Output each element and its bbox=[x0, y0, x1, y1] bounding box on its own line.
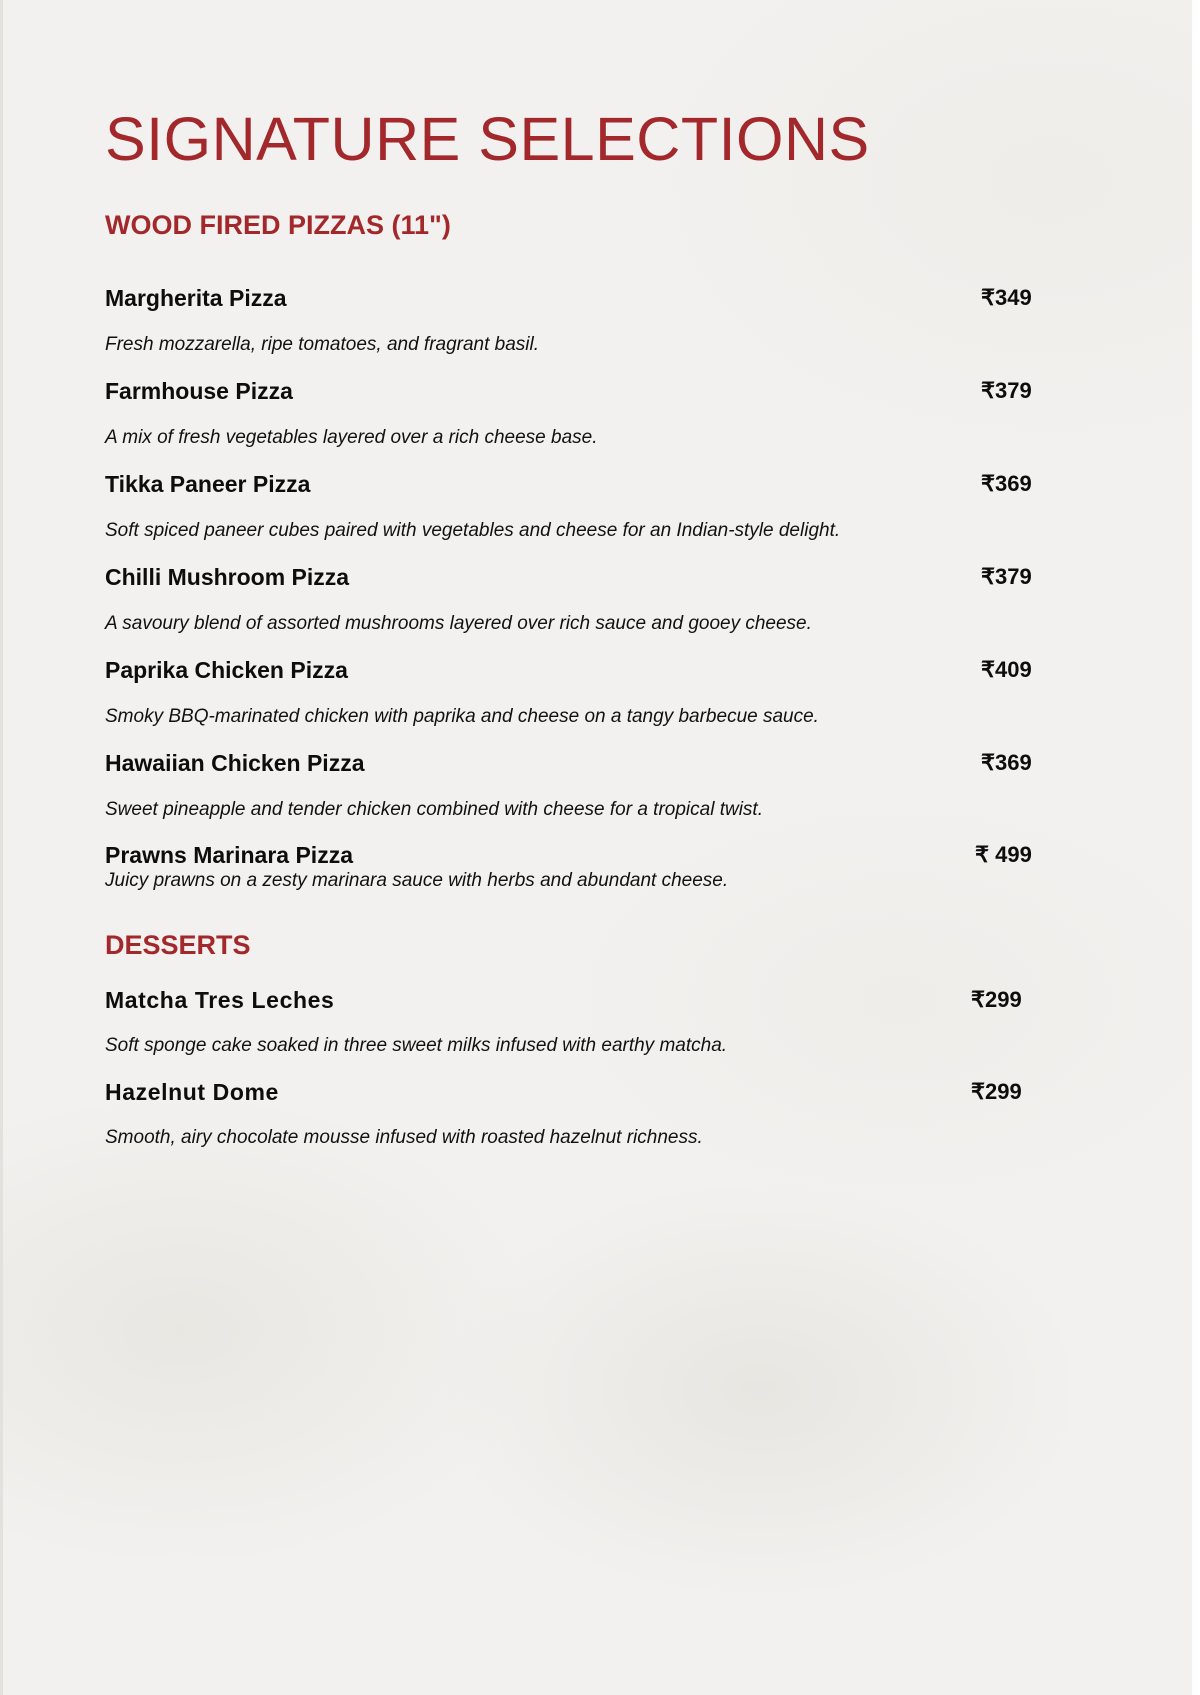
page-edge-left bbox=[0, 0, 3, 1695]
item-name: Margherita Pizza bbox=[105, 285, 287, 311]
item-description: Fresh mozzarella, ripe tomatoes, and fragrant basil. bbox=[105, 334, 540, 355]
section-heading-desserts: DESSERTS bbox=[105, 930, 251, 960]
item-name: Tikka Paneer Pizza bbox=[105, 471, 311, 497]
item-price: ₹299 bbox=[971, 1079, 1022, 1104]
item-description: Soft sponge cake soaked in three sweet milks infused with earthy matcha. bbox=[105, 1035, 728, 1056]
item-name: Hazelnut Dome bbox=[105, 1079, 279, 1105]
item-price: ₹409 bbox=[981, 657, 1032, 682]
item-description: Juicy prawns on a zesty marinara sauce with herbs and abundant cheese. bbox=[105, 870, 729, 891]
item-description: Smoky BBQ-marinated chicken with paprika and cheese on a tangy barbecue sauce. bbox=[105, 706, 819, 727]
page-edge-right bbox=[1192, 0, 1200, 1695]
item-price: ₹379 bbox=[981, 564, 1032, 589]
item-name: Hawaiian Chicken Pizza bbox=[105, 750, 365, 776]
item-price: ₹369 bbox=[981, 471, 1032, 496]
item-name: Paprika Chicken Pizza bbox=[105, 657, 348, 683]
item-price: ₹379 bbox=[981, 378, 1032, 403]
item-description: A mix of fresh vegetables layered over a rich cheese base. bbox=[105, 427, 598, 448]
item-name: Prawns Marinara Pizza bbox=[105, 842, 353, 868]
item-price: ₹ 499 bbox=[975, 842, 1032, 867]
item-description: A savoury blend of assorted mushrooms layered over rich sauce and gooey cheese. bbox=[105, 613, 812, 634]
item-price: ₹349 bbox=[981, 285, 1032, 310]
item-name: Matcha Tres Leches bbox=[105, 987, 335, 1013]
page-title: SIGNATURE SELECTIONS bbox=[105, 105, 870, 173]
item-price: ₹369 bbox=[981, 750, 1032, 775]
item-description: Soft spiced paneer cubes paired with vegetables and cheese for an Indian-style delight. bbox=[105, 520, 841, 541]
item-price: ₹299 bbox=[971, 987, 1022, 1012]
item-name: Farmhouse Pizza bbox=[105, 378, 293, 404]
item-name: Chilli Mushroom Pizza bbox=[105, 564, 350, 590]
item-description: Smooth, airy chocolate mousse infused with roasted hazelnut richness. bbox=[105, 1127, 703, 1148]
section-heading-pizzas: WOOD FIRED PIZZAS (11") bbox=[105, 210, 451, 240]
item-description: Sweet pineapple and tender chicken combined with cheese for a tropical twist. bbox=[105, 799, 763, 820]
